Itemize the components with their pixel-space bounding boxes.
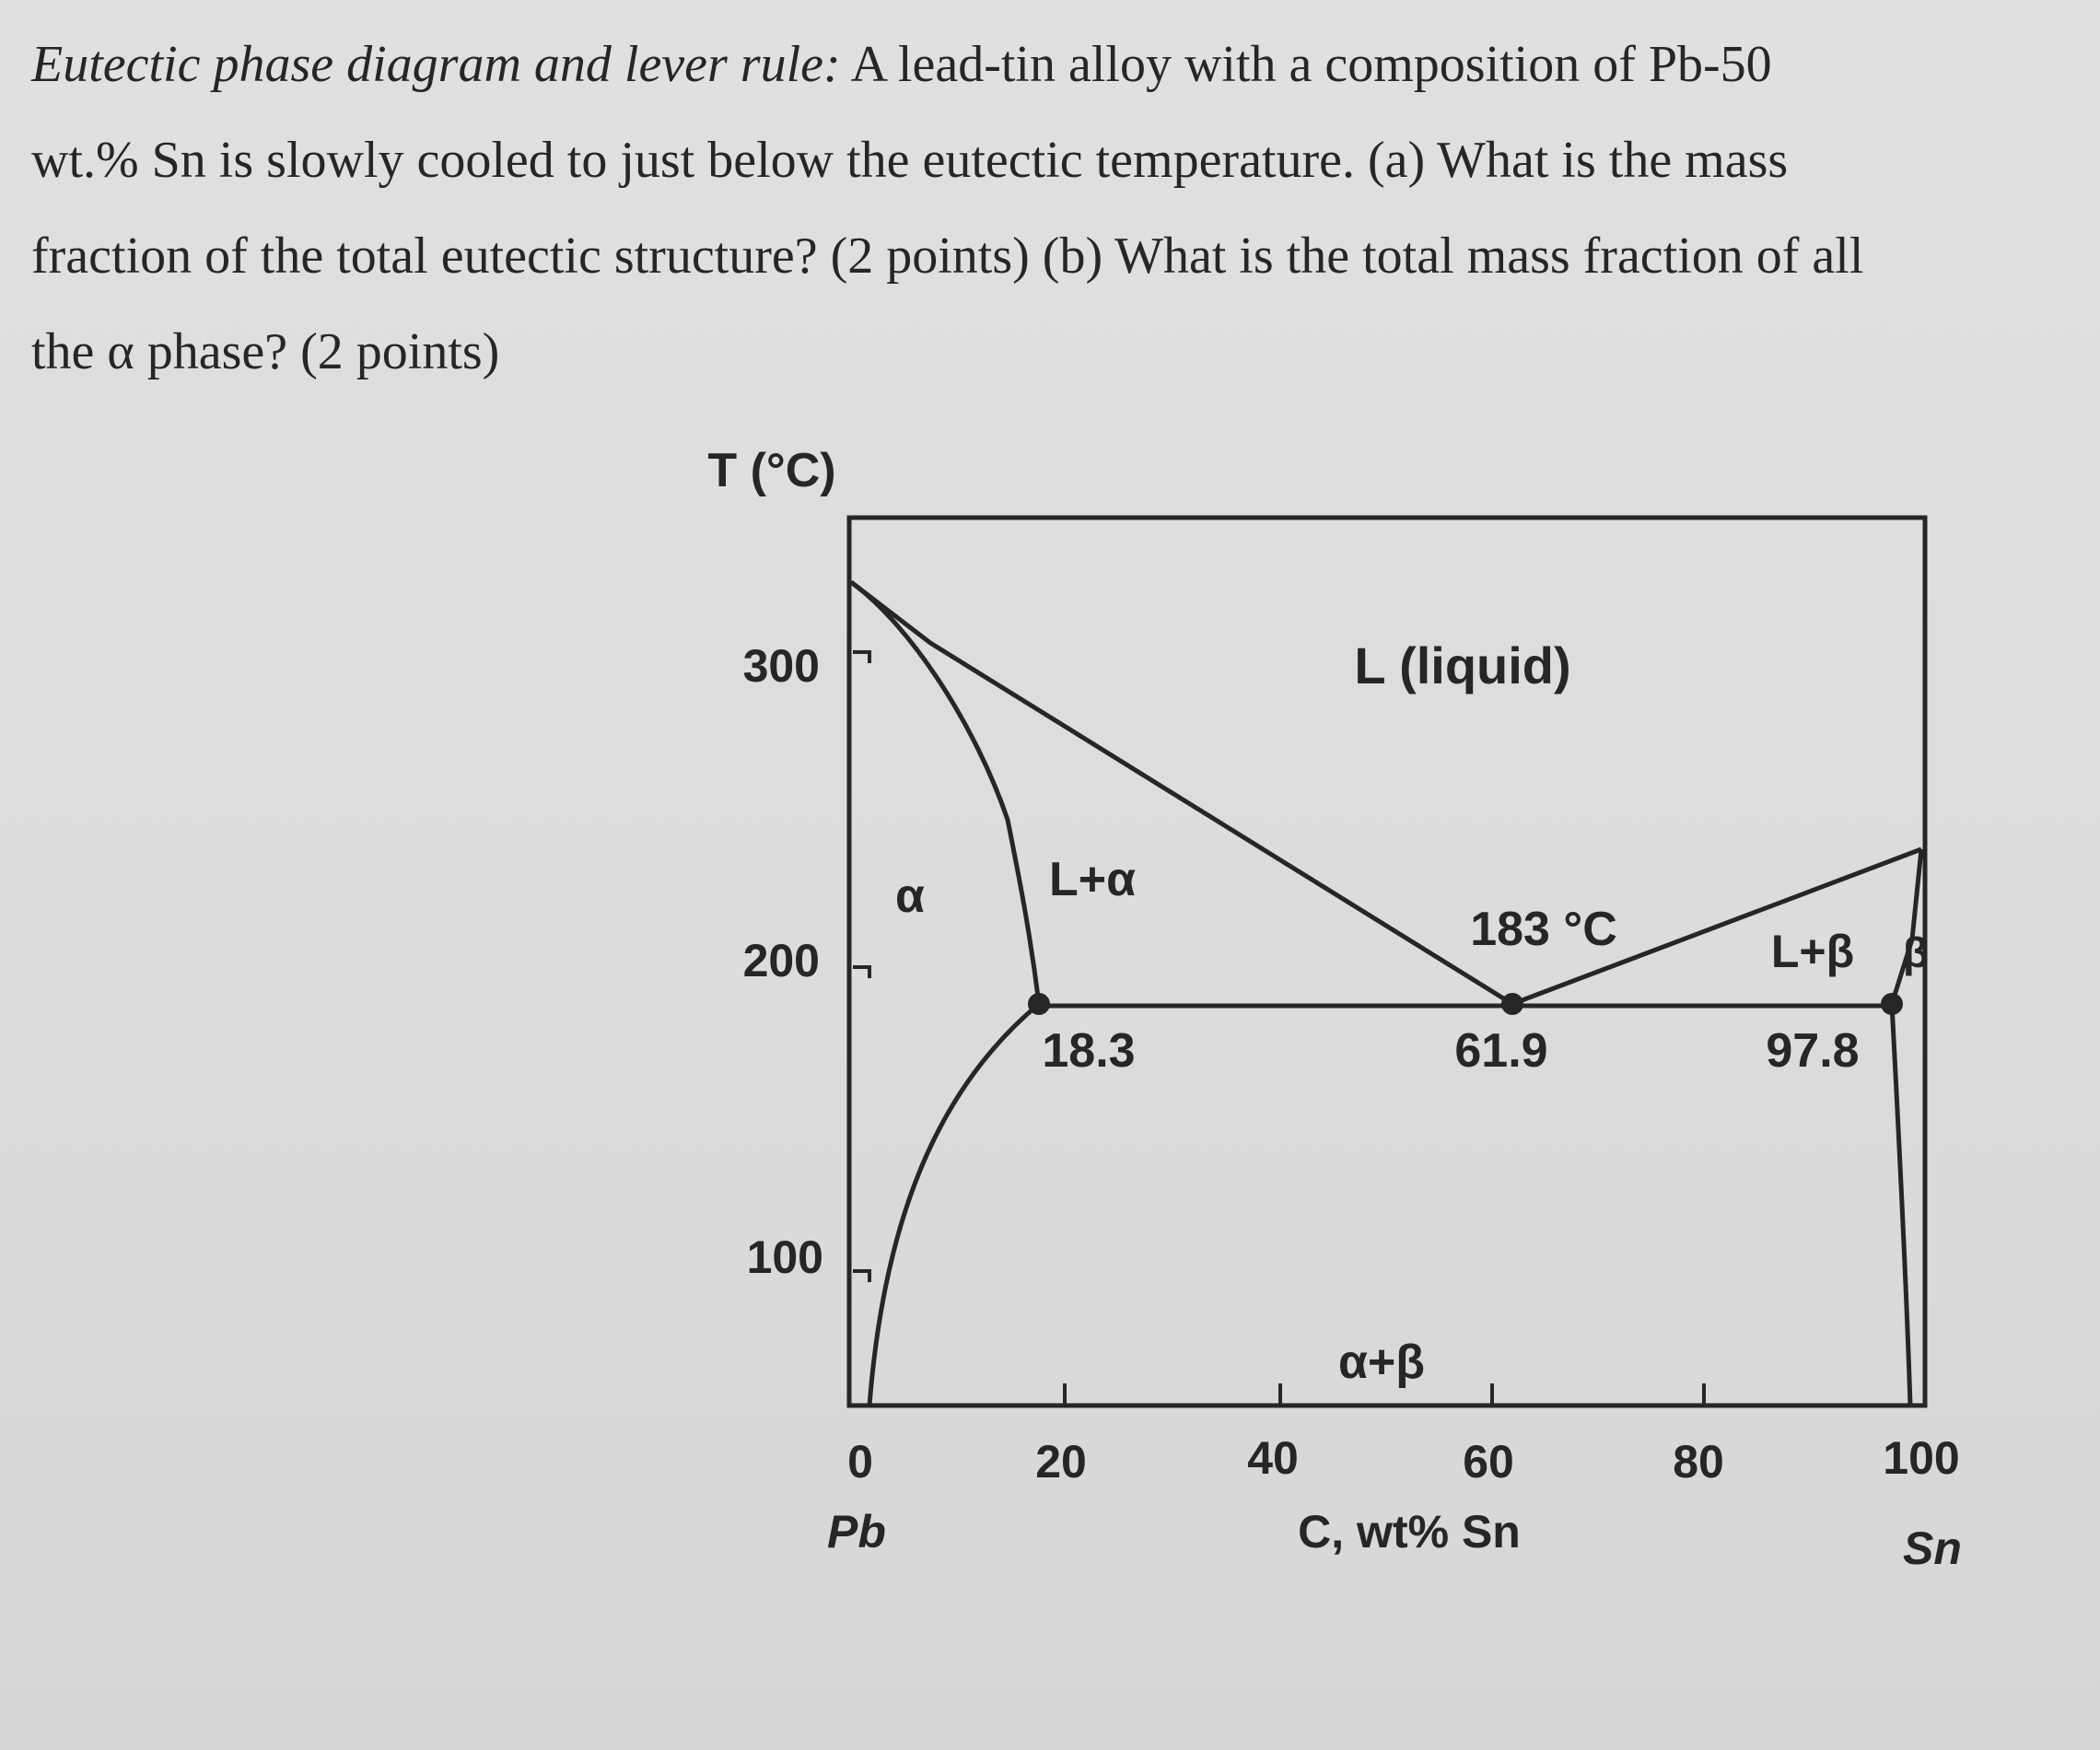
y-tick-label-100: 100 <box>746 1231 823 1283</box>
region-beta-label: β <box>1902 928 1930 976</box>
solvus-beta <box>1892 1004 1910 1406</box>
beta-solubility-point <box>1881 993 1903 1015</box>
x-end-label-sn: Sn <box>1903 1522 1962 1574</box>
eutectic-point <box>1501 993 1523 1015</box>
eutectic-temperature-label: 183 °C <box>1470 903 1617 956</box>
alpha-solubility-point <box>1028 993 1050 1015</box>
x-tick-label-100: 100 <box>1883 1432 1960 1484</box>
region-liquid-label: L (liquid) <box>1354 636 1571 694</box>
y-tick-label-300: 300 <box>742 640 820 692</box>
x-tick-label-80: 80 <box>1673 1436 1724 1488</box>
x-tick-label-60: 60 <box>1463 1436 1514 1488</box>
solidus-alpha <box>851 582 1039 1004</box>
x-tick-label-20: 20 <box>1035 1436 1087 1488</box>
y-tick-label-200: 200 <box>742 935 820 986</box>
x-axis-label: C, wt% Sn <box>1298 1506 1521 1558</box>
point-label-61-9: 61.9 <box>1454 1024 1548 1078</box>
x-tick-label-40: 40 <box>1247 1432 1299 1484</box>
y-tick-200 <box>853 967 869 978</box>
question-line-1-rest: A lead-tin alloy with a composition of Pb-50 <box>840 36 1772 93</box>
solidus-beta <box>1892 849 1921 1004</box>
point-label-97-8: 97.8 <box>1766 1024 1860 1078</box>
y-tick-300 <box>853 652 869 663</box>
y-tick-100 <box>853 1271 869 1282</box>
point-label-18-3: 18.3 <box>1042 1024 1136 1078</box>
x-tick-label-0: 0 <box>847 1436 873 1488</box>
y-axis-label: T (°C) <box>707 444 836 497</box>
region-alpha-beta-label: α+β <box>1337 1336 1426 1389</box>
x-end-label-pb: Pb <box>827 1506 886 1558</box>
question-lead: Eutectic phase diagram and lever rule: <box>31 36 841 93</box>
solvus-alpha <box>869 1004 1039 1406</box>
region-l-beta-label: L+β <box>1770 926 1855 977</box>
question-line-4: the α phase? (2 points) <box>31 323 500 380</box>
region-l-alpha-label: L+α <box>1048 853 1137 906</box>
region-alpha-label: α <box>895 869 925 923</box>
question-line-2: wt.% Sn is slowly cooled to just below the eutectic temperature. (a) What is the mass <box>31 132 1789 189</box>
question-line-3: fraction of the total eutectic structure? (2 points) (b) What is the total mass fraction of all <box>31 228 1864 285</box>
